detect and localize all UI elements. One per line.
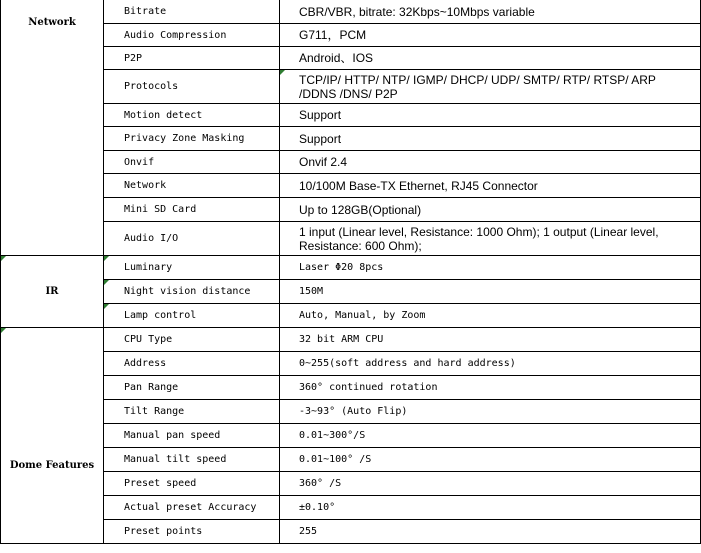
param-actual-preset-accuracy: Actual preset Accuracy [104, 496, 280, 520]
table-row [1, 24, 701, 47]
table-row [1, 520, 701, 544]
table-row [1, 400, 701, 424]
table-row [1, 222, 701, 256]
value-audio-io: 1 input (Linear level, Resistance: 1000 Ohm); 1 output (Linear level, Resistance: 600 Ohm); [280, 222, 701, 256]
table-row [1, 496, 701, 520]
param-cpu-type: CPU Type [104, 328, 280, 352]
param-bitrate: Bitrate [104, 0, 280, 24]
table-row [1, 70, 701, 104]
param-mini-sd-card: Mini SD Card [104, 198, 280, 222]
value-manual-pan-speed: 0.01~300°/S [280, 424, 701, 448]
param-luminary: Luminary [104, 256, 280, 280]
value-onvif: Onvif 2.4 [280, 151, 701, 174]
value-preset-points: 255 [280, 520, 701, 544]
param-p2p: P2P [104, 47, 280, 70]
section-ir: IR [1, 256, 104, 328]
value-actual-preset-accuracy: ±0.10° [280, 496, 701, 520]
table-row [1, 424, 701, 448]
section-network: Network [1, 0, 104, 256]
table-row [1, 376, 701, 400]
value-tilt-range: -3~93° (Auto Flip) [280, 400, 701, 424]
table-row [1, 328, 701, 352]
table-row [1, 472, 701, 496]
table-row [1, 448, 701, 472]
value-privacy-zone-masking: Support [280, 127, 701, 151]
value-p2p: Android、IOS [280, 47, 701, 70]
value-luminary: Laser Φ20 8pcs [280, 256, 701, 280]
value-night-vision-distance: 150M [280, 280, 701, 304]
param-protocols: Protocols [104, 70, 280, 104]
section-dome-features: Dome Features [1, 328, 104, 544]
value-bitrate: CBR/VBR, bitrate: 32Kbps~10Mbps variable [280, 0, 701, 24]
table-row [1, 280, 701, 304]
value-motion-detect: Support [280, 104, 701, 127]
value-lamp-control: Auto, Manual, by Zoom [280, 304, 701, 328]
table-row [1, 151, 701, 174]
param-lamp-control: Lamp control [104, 304, 280, 328]
table-row [1, 256, 701, 280]
table-row [1, 352, 701, 376]
value-mini-sd-card: Up to 128GB(Optional) [280, 198, 701, 222]
value-address: 0~255(soft address and hard address) [280, 352, 701, 376]
table-row [1, 104, 701, 127]
value-cpu-type: 32 bit ARM CPU [280, 328, 701, 352]
table-row [1, 127, 701, 151]
value-audio-compression: G711，PCM [280, 24, 701, 47]
param-pan-range: Pan Range [104, 376, 280, 400]
param-preset-speed: Preset speed [104, 472, 280, 496]
table-row [1, 198, 701, 222]
value-protocols: TCP/IP/ HTTP/ NTP/ IGMP/ DHCP/ UDP/ SMTP/ RTP/ RTSP/ ARP /DDNS /DNS/ P2P [280, 70, 701, 104]
param-privacy-zone-masking: Privacy Zone Masking [104, 127, 280, 151]
value-pan-range: 360° continued rotation [280, 376, 701, 400]
param-audio-io: Audio I/O [104, 222, 280, 256]
param-motion-detect: Motion detect [104, 104, 280, 127]
param-tilt-range: Tilt Range [104, 400, 280, 424]
table-row [1, 304, 701, 328]
value-manual-tilt-speed: 0.01~100° /S [280, 448, 701, 472]
param-night-vision-distance: Night vision distance [104, 280, 280, 304]
param-onvif: Onvif [104, 151, 280, 174]
table-row [1, 174, 701, 198]
param-address: Address [104, 352, 280, 376]
param-audio-compression: Audio Compression [104, 24, 280, 47]
param-manual-tilt-speed: Manual tilt speed [104, 448, 280, 472]
param-network: Network [104, 174, 280, 198]
table-row [1, 47, 701, 70]
param-preset-points: Preset points [104, 520, 280, 544]
table-row [1, 0, 701, 24]
param-manual-pan-speed: Manual pan speed [104, 424, 280, 448]
value-network: 10/100M Base-TX Ethernet, RJ45 Connector [280, 174, 701, 198]
value-preset-speed: 360° /S [280, 472, 701, 496]
